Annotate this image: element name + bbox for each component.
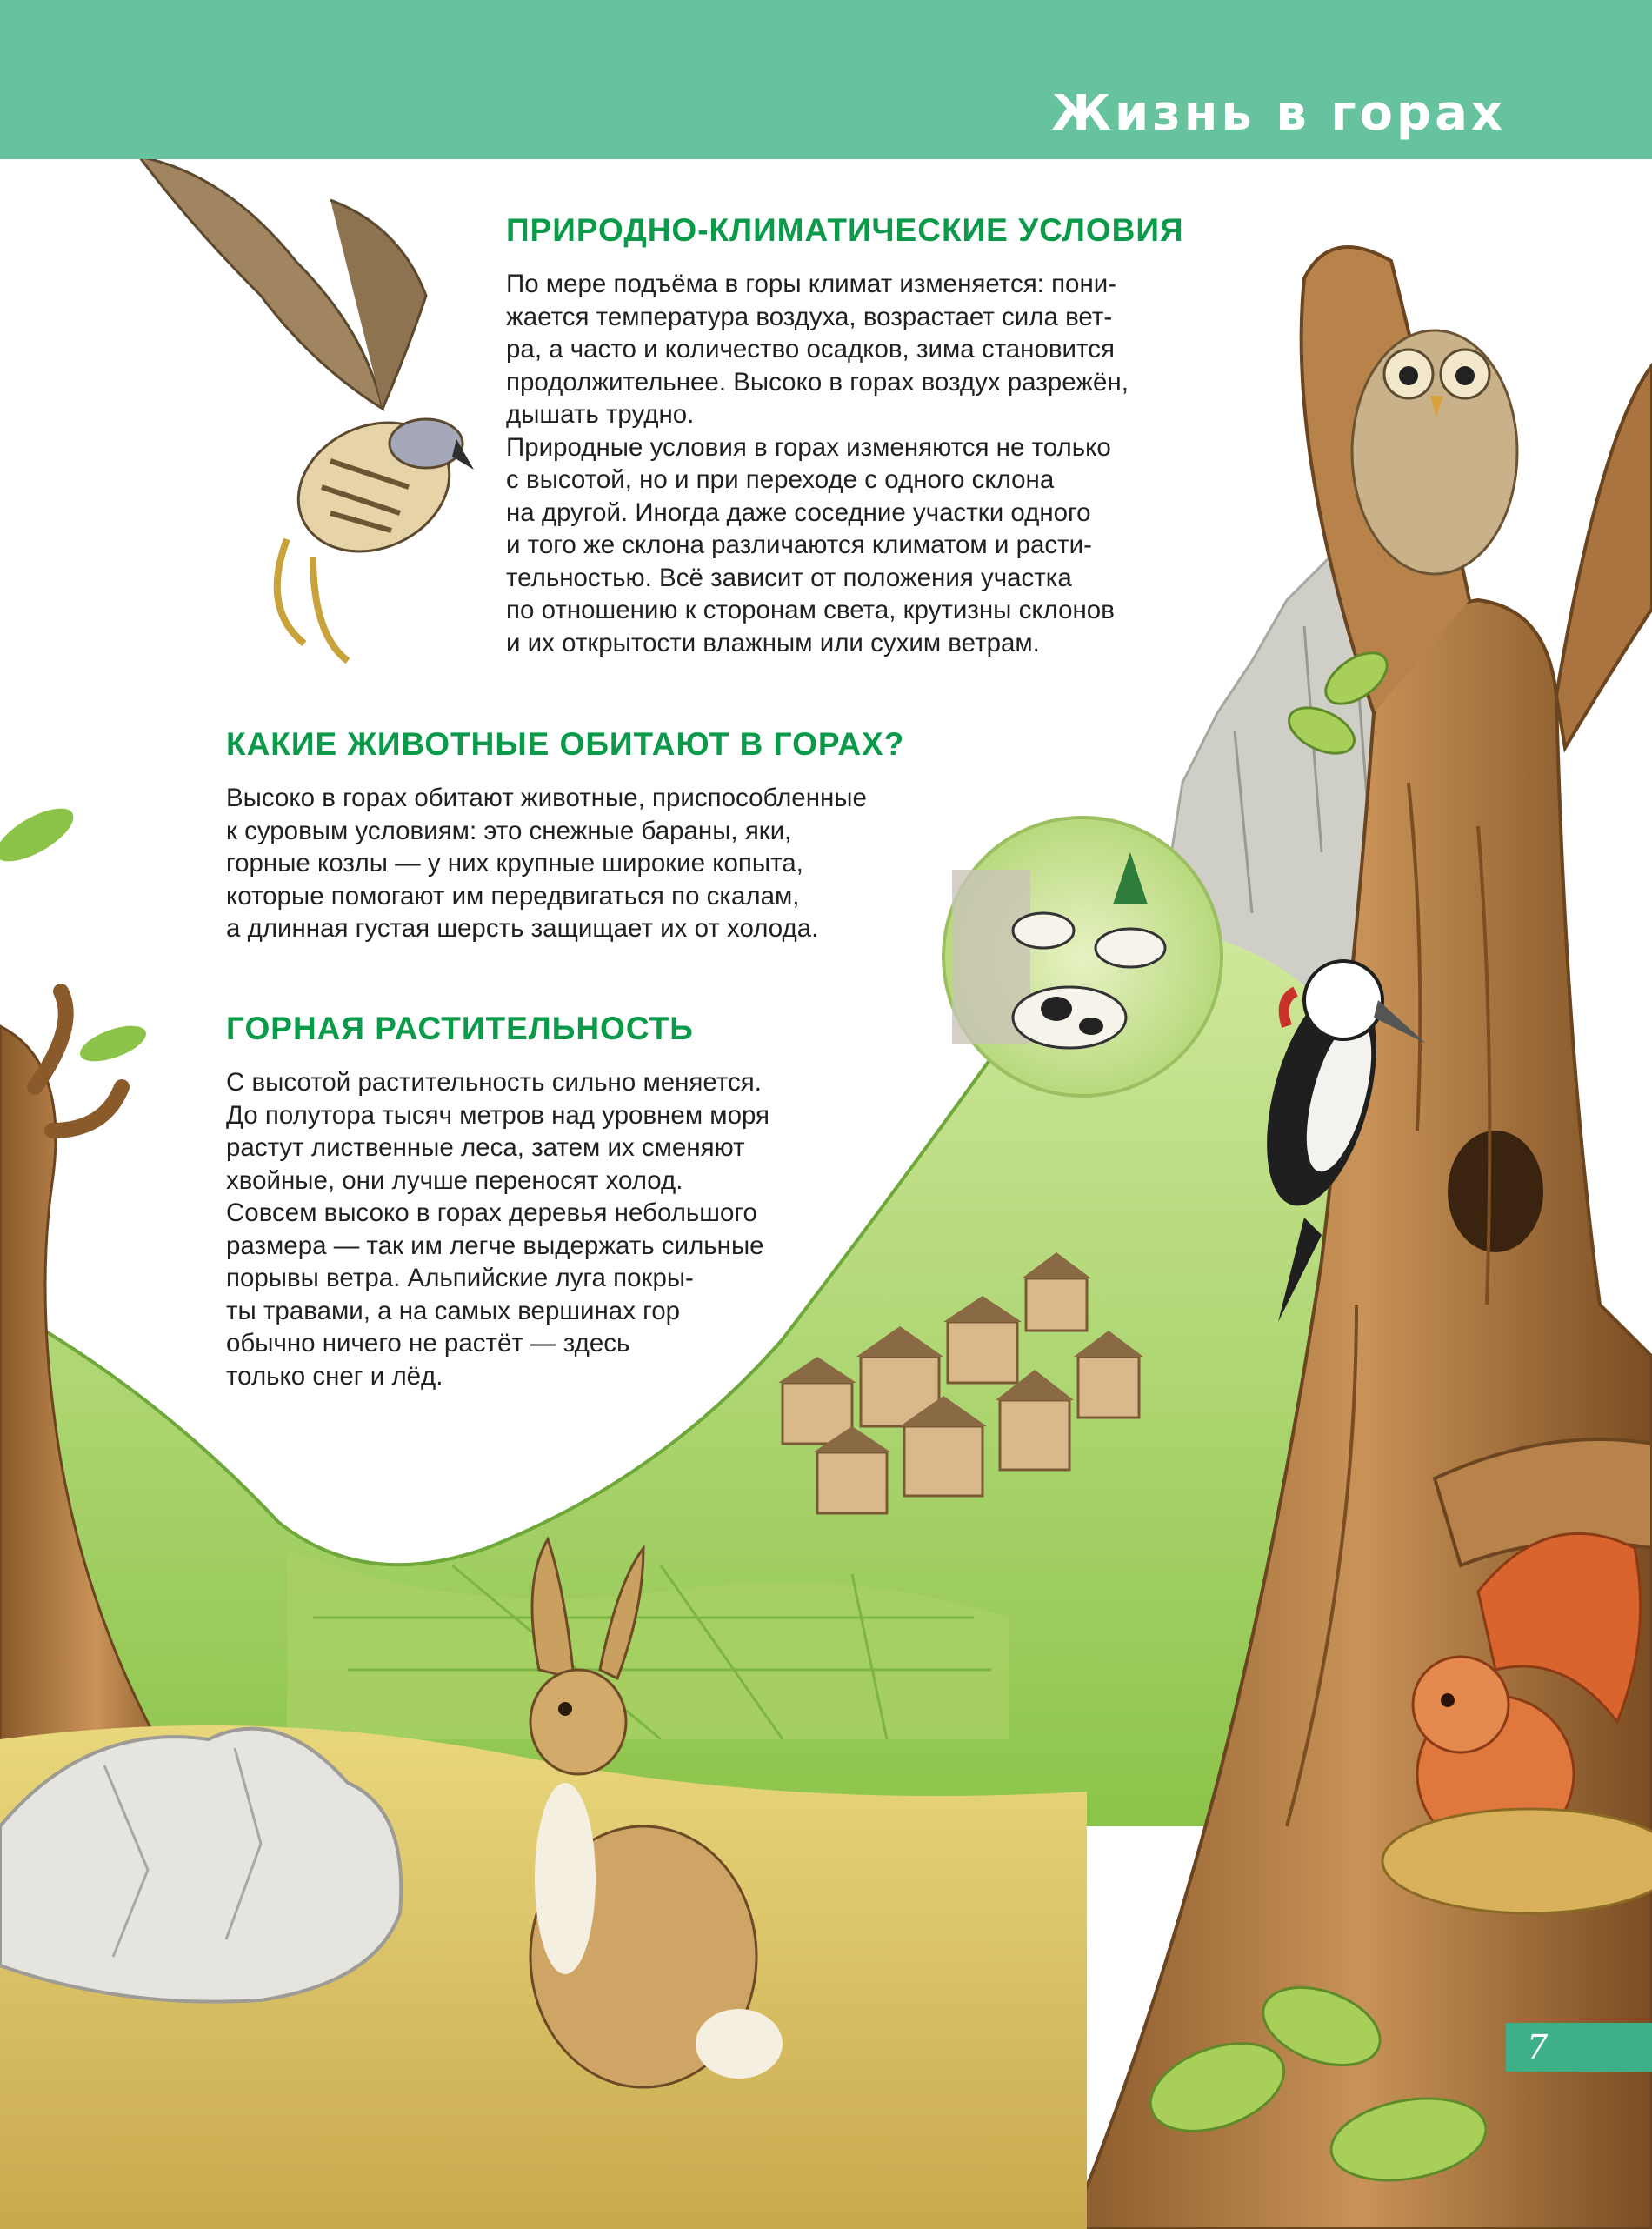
hawk bbox=[139, 157, 474, 661]
page-number: 7 bbox=[1527, 2028, 1549, 2066]
section-heading: ПРИРОДНО-КЛИМАТИЧЕСКИЕ УСЛОВИЯ bbox=[506, 212, 1184, 248]
section-body: С высотой растительность сильно меняется. До полутора тысяч метров над уровнем моря растут лиственные леса, затем их сменяют хвойные, они лучше переносят холод. Совсем высоко в горах деревья небольшого размера — так им легче выдержать сильные порывы ветра. Альпийские луга покры- ты травами, а на самых вершинах гор обычно ничего не растёт — здесь только снег и лёд. bbox=[226, 1068, 770, 1391]
section-climate-conditions bbox=[506, 212, 1219, 659]
section-body: По мере подъёма в горы климат изменяется: пони- жается температура воздуха, возрастает сила вет- ра, а часто и количество осадков, зима становится продолжительнее. Высоко в горах воздух разрежён, дышать трудно. Природные условия в горах изменяются не только с высотой, но и при переходе с одного склона на другой. Иногда даже соседние участки одного и того же склона различаются климатом и расти- тельностью. Всё зависит от положения участка по отношению к сторонам света, крутизны склонов и их открытости влажным или сухим ветрам. bbox=[506, 270, 1129, 657]
section-mountain-animals bbox=[226, 726, 965, 945]
page-number-tab bbox=[1506, 2023, 1652, 2072]
owl bbox=[1352, 330, 1517, 574]
pasture-cows-inset bbox=[943, 818, 1222, 1096]
section-mountain-vegetation bbox=[226, 1011, 939, 1392]
section-heading: КАКИЕ ЖИВОТНЫЕ ОБИТАЮТ В ГОРАХ? bbox=[226, 726, 905, 762]
section-heading: ГОРНАЯ РАСТИТЕЛЬНОСТЬ bbox=[226, 1011, 694, 1046]
page-title: Жизнь в горах bbox=[1051, 85, 1506, 142]
section-body: Высоко в горах обитают животные, приспособленные к суровым условиям: это снежные бараны, яки, горные козлы — у них крупные широкие копыта, которые помогают им передвигаться по скалам, а длинная густая шерсть защищает их от холода. bbox=[226, 784, 867, 943]
